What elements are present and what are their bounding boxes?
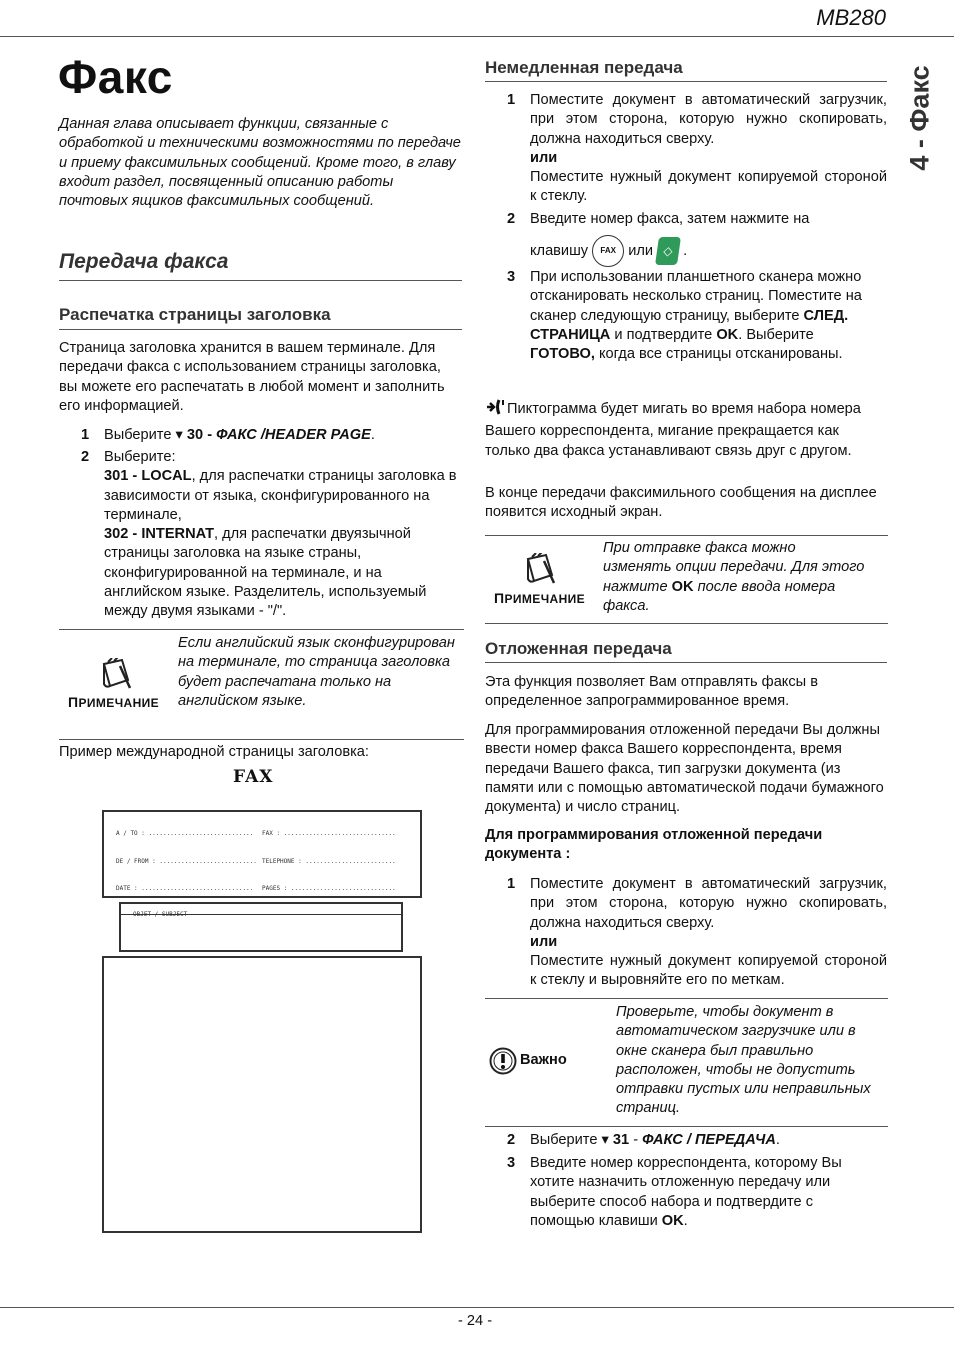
intro-text: Данная глава описывает функции, связанные с обработкой и техническими возможностями по передаче и приему факсимильных сообщений. Кроме того, в главу входит раздел, посвященный описанию работы почтовых ящиков факсимильных сообщений.: [59, 116, 461, 210]
step-text-key: клавишу: [530, 243, 589, 260]
step-1: [104, 426, 464, 445]
key-name: OK: [661, 1212, 684, 1229]
notepad-icon: [98, 658, 134, 696]
note-label-initial: П: [68, 694, 79, 710]
deferred-rule: [485, 662, 887, 663]
step-text: Выберите: [530, 1132, 598, 1148]
note-label-initial: П: [494, 590, 505, 606]
warning-icon: [488, 1046, 518, 1082]
subsection-rule: [59, 329, 462, 330]
header-rule: [0, 36, 954, 37]
arrow-down-icon: ▾: [601, 1132, 609, 1148]
step-number: 1: [81, 427, 90, 443]
example-caption: Пример международной страницы заголовка:: [59, 744, 369, 760]
form-to-label: A / TO : .............................: [116, 830, 254, 837]
subsection-title: Распечатка страницы заголовка: [59, 305, 331, 324]
header-page-para: Страница заголовка хранится в вашем терминале. Для передачи факса с использованием страницы заголовка, вы можете его распечатать в любой момент и заполнить его информацией.: [59, 340, 445, 414]
step-text: Выберите: [104, 427, 172, 443]
menu-item-name: ГОТОВО,: [530, 346, 595, 363]
step-text: . Выберите: [738, 326, 814, 343]
form-address-box: [102, 810, 422, 898]
deferred-bold-para: Для программирования отложенной передачи документа :: [485, 827, 823, 863]
step-number: 2: [507, 211, 516, 227]
step-text: При использовании планшетного сканера можно отсканировать несколько страниц. Поместите на сканер следующую страницу, выберите: [530, 269, 862, 324]
section-title: Передача факса: [59, 250, 229, 273]
icon-paragraph: [485, 398, 885, 461]
option-code: 302 - INTERNAT: [104, 526, 215, 543]
deferred-step-1: [530, 875, 887, 991]
immediate-step-2: [530, 210, 887, 267]
step-or: или: [530, 933, 558, 950]
page-number: - 24 -: [458, 1313, 493, 1329]
form-body-box: [102, 956, 422, 1233]
step-number: 1: [507, 92, 516, 108]
step-or: или: [530, 149, 558, 166]
step-end: .: [370, 427, 375, 443]
menu-path-name: ФАКС / ПЕРЕДАЧА: [642, 1132, 776, 1148]
page-title: Факс: [58, 51, 173, 103]
immediate-title: Немедленная передача: [485, 58, 683, 77]
note-label: [68, 693, 159, 713]
menu-path-number: 31: [612, 1132, 630, 1148]
step-end: .: [775, 1132, 780, 1148]
fax-blinking-icon: [485, 398, 507, 422]
step-text: Поместите документ в автоматический загрузчик, при этом сторона, которую нужно скопировать, должна находиться сверху.: [530, 92, 887, 147]
form-from-label: DE / FROM : ...........................: [116, 858, 257, 865]
fax-key-icon: FAX: [592, 235, 624, 267]
start-key-icon: ◇: [655, 237, 681, 265]
immediate-rule: [485, 81, 887, 82]
deferred-step-3: [530, 1154, 880, 1231]
form-date-label: DATE : ...............................: [116, 885, 254, 892]
footer-rule: [0, 1307, 954, 1308]
step-or: или: [628, 243, 654, 260]
section-rule: [59, 280, 462, 281]
step-text: и подтвердите: [610, 326, 717, 343]
menu-path-separator: -: [629, 1132, 643, 1148]
menu-path-name: ФАКС /HEADER PAGE: [216, 427, 371, 443]
notepad-icon: [522, 553, 558, 591]
step-number: 3: [507, 1155, 516, 1171]
fax-logo: FAX: [233, 767, 274, 787]
important-rule-bottom: [485, 1126, 888, 1127]
side-tab-label: 4 - Факс: [904, 65, 935, 171]
note-text: Если английский язык сконфигурирован на терминале, то страница заголовка будет распечатана только на английском языке.: [178, 635, 455, 709]
option-text: , для распечатки страницы заголовка в зависимости от языка, сконфигурированного на терминале,: [104, 468, 457, 523]
side-tab: [900, 58, 940, 178]
note-rule-bottom: [485, 623, 888, 624]
form-pages-label: PAGES : .............................: [262, 885, 396, 892]
note-text: При отправке факса можно изменять опции передачи. Для этого нажмите OK после ввода номера факса.: [603, 540, 865, 614]
form-subject-box: [119, 902, 403, 952]
note-rule-top: [59, 629, 464, 630]
step-text: Введите номер корреспондента, которому Вы хотите назначить отложенную передачу или выберите способ набора и подтвердите с помощью клавиши: [530, 1155, 842, 1229]
deferred-step-2: [530, 1131, 887, 1150]
step-number: 3: [507, 269, 516, 285]
note-label-rest: РИМЕЧАНИЕ: [504, 592, 586, 606]
step-number: 1: [507, 876, 516, 892]
form-telephone-label: TELEPHONE : .........................: [262, 858, 396, 865]
deferred-para-2: Для программирования отложенной передачи Вы должны ввести номер факса Вашего корреспондента, время передачи Вашего факса, тип загрузки документа (из памяти или с помощью автоматической подачи бумажного документа) и число страниц.: [485, 722, 884, 816]
note-label-rest: РИМЕЧАНИЕ: [78, 696, 160, 710]
deferred-title: Отложенная передача: [485, 639, 672, 658]
form-fax-label: FAX : ...............................: [262, 830, 396, 837]
immediate-step-1: [530, 91, 887, 207]
menu-path-number: 30 -: [186, 427, 213, 443]
step-text-alt: Поместите нужный документ копируемой стороной к стеклу.: [530, 169, 887, 205]
step-text: когда все страницы отсканированы.: [594, 346, 843, 363]
immediate-step-3: [530, 268, 875, 364]
option-code: 301 - LOCAL: [104, 468, 192, 485]
step-number: 2: [507, 1132, 516, 1148]
form-subject-label: OBJET / SUBJECT: [133, 911, 188, 918]
step-end: .: [683, 243, 688, 260]
important-label: Важно: [520, 1052, 567, 1068]
end-paragraph: В конце передачи факсимильного сообщения на дисплее появится исходный экран.: [485, 485, 877, 521]
menu-item-name: СЛЕД. СТРАНИЦА: [530, 307, 849, 343]
note-rule-bottom: [59, 739, 464, 740]
step-text: Введите номер факса, затем нажмите на: [530, 211, 810, 227]
step-end: .: [683, 1212, 688, 1229]
step-2: [104, 448, 462, 622]
step-text: Поместите документ в автоматический загрузчик, при этом сторона, которую нужно скопировать, должна находиться сверху.: [530, 876, 887, 931]
model-name: MB280: [816, 5, 886, 30]
icon-paragraph-text: Пиктограмма будет мигать во время набора номера Вашего корреспондента, мигание прекращается как только два факса устанавливают связь друг с другом.: [485, 401, 861, 459]
important-text: Проверьте, чтобы документ в автоматическом загрузчике или в окне сканера был правильно расположен, чтобы не допустить отправки пустых или неправильных страниц.: [616, 1004, 871, 1117]
deferred-para-1: Эта функция позволяет Вам отправлять факсы в определенное запрограммированное время.: [485, 674, 818, 710]
note-label: [494, 589, 585, 609]
arrow-down-icon: ▾: [175, 427, 183, 443]
option-text: , для распечатки двуязычной страницы заголовка на языке страны, сконфигурированной на терминале, и на английском языке. Разделитель, используемый между двумя языками - "/".: [104, 526, 427, 620]
step-text: Выберите:: [104, 449, 176, 465]
important-rule-top: [485, 998, 888, 999]
note-rule-top: [485, 535, 888, 536]
step-text-alt: Поместите нужный документ копируемой стороной к стеклу и выровняйте его по меткам.: [530, 953, 887, 989]
step-number: 2: [81, 449, 90, 465]
key-name: OK: [716, 326, 739, 343]
